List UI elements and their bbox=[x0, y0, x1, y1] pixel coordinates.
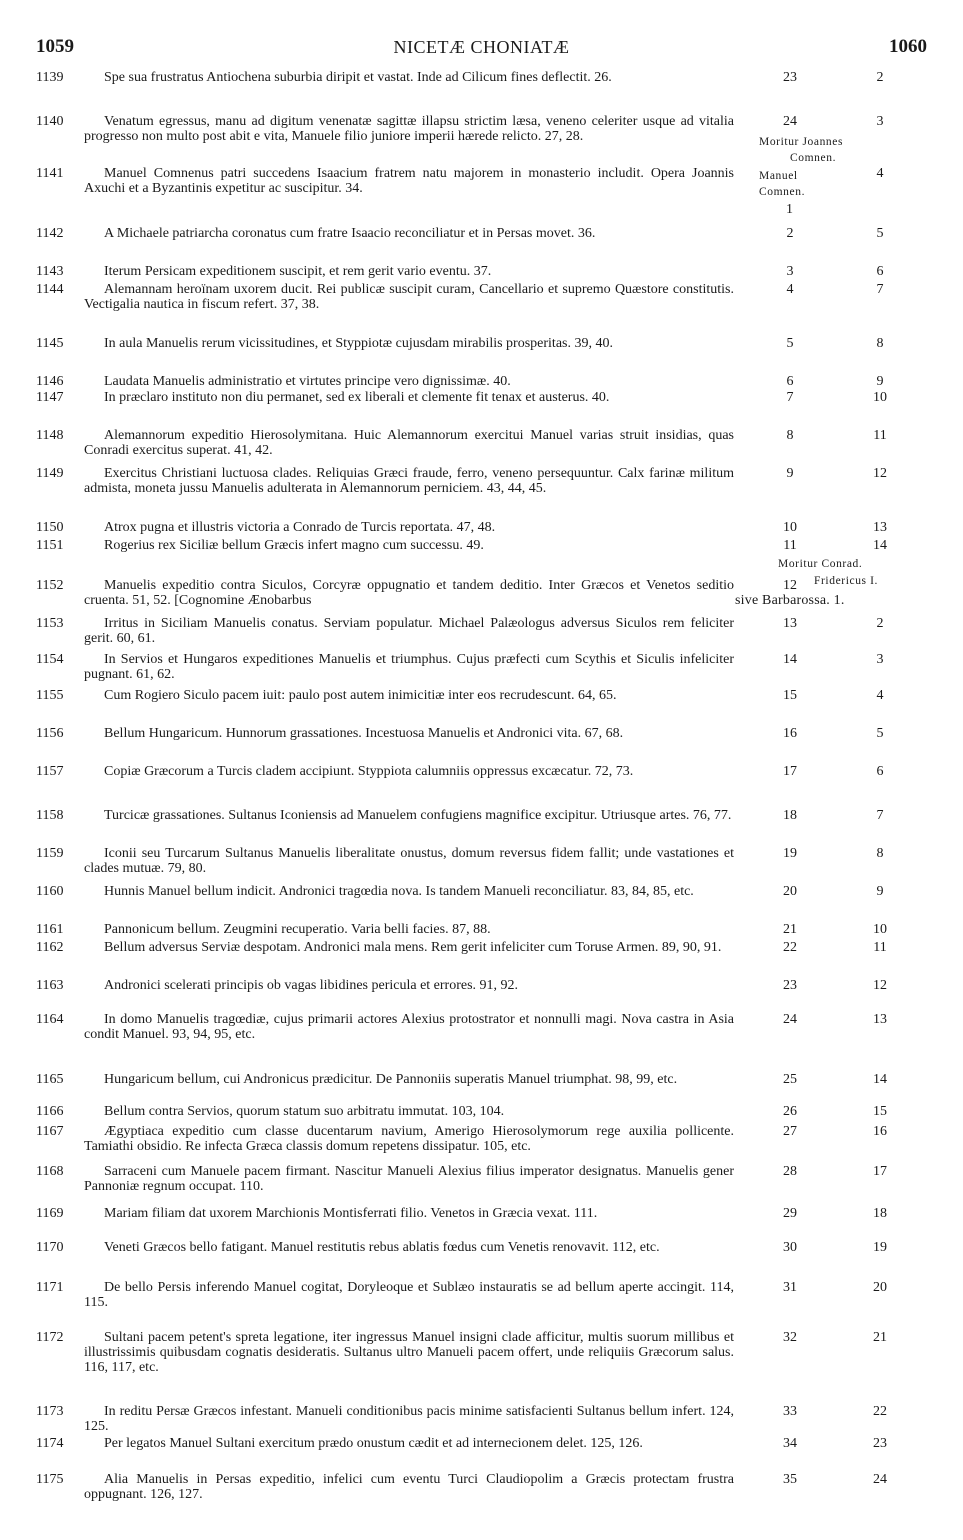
entry-text: Hungaricum bellum, cui Andronicus prædicitur. De Pannoniis superatis Manuel triumphat. 98, 99, etc. bbox=[104, 1072, 678, 1087]
reign-year: 21 bbox=[783, 922, 797, 937]
reign-year: 24 bbox=[783, 1012, 797, 1027]
other-reign-year: 17 bbox=[873, 1164, 887, 1179]
other-reign-year: 23 bbox=[873, 1436, 887, 1451]
entry-year: 1171 bbox=[36, 1280, 64, 1295]
other-reign-year: 6 bbox=[876, 264, 884, 279]
margin-note-fridericus: Fridericus I. bbox=[814, 575, 879, 587]
other-reign-year: 6 bbox=[876, 764, 884, 779]
other-reign-year: 7 bbox=[876, 282, 884, 297]
other-reign-year: 14 bbox=[873, 538, 887, 553]
entry-text: Alemannam heroïnam uxorem ducit. Rei publicæ suscipit curam, Cancellario et supremo Quæstore constitutis. Vectigalia nautica in fiscum refert. 37, 38. bbox=[84, 282, 734, 312]
entry-text: Rogerius rex Siciliæ bellum Græcis infert magno cum successu. 49. bbox=[104, 538, 484, 553]
entry-year: 1169 bbox=[36, 1206, 64, 1221]
chronology-entry bbox=[0, 1472, 963, 1532]
entry-year: 1156 bbox=[36, 726, 64, 741]
entry-text: Ægyptiaca expeditio cum classe ducentarum navium, Amerigo Hierosolymorum rege auxilia pollicente. Tamiathi obsidio. Re infecta Græca classis domum repetens dissipatur. 105, etc. bbox=[84, 1124, 734, 1154]
reign-year: 3 bbox=[786, 264, 794, 279]
entry-year: 1148 bbox=[36, 428, 64, 443]
other-reign-year: 2 bbox=[876, 616, 884, 631]
column-number-right: 1060 bbox=[889, 36, 927, 57]
column-number-left: 1059 bbox=[36, 36, 74, 57]
entry-text: Hunnis Manuel bellum indicit. Andronici tragœdia nova. Is tandem Manueli reconciliatur. 83, 84, 85, etc. bbox=[104, 884, 694, 899]
other-reign-year: 14 bbox=[873, 1072, 887, 1087]
other-reign-year: 9 bbox=[876, 884, 884, 899]
reign-year: 14 bbox=[783, 652, 797, 667]
entry-text: De bello Persis inferendo Manuel cogitat, Doryleoque et Sublæo instauratis se ad bellum aperte accingit. 114, 115. bbox=[84, 1280, 734, 1310]
entry-text: In domo Manuelis tragœdiæ, cujus primarii actores Alexius protostrator et nonnulli magi. Nova castra in Asia condit Manuel. 93, 94, 95, etc. bbox=[84, 1012, 734, 1042]
entry-year: 1158 bbox=[36, 808, 64, 823]
other-reign-year: 12 bbox=[873, 466, 887, 481]
entry-text: Andronici scelerati principis ob vagas libidines pericula et errores. 91, 92. bbox=[104, 978, 519, 993]
other-reign-year: 13 bbox=[873, 520, 887, 535]
reign-year: 6 bbox=[786, 374, 794, 389]
entry-text: Pannonicum bellum. Zeugmini recuperatio. Varia belli facies. 87, 88. bbox=[104, 922, 491, 937]
page-header bbox=[0, 36, 963, 60]
other-reign-year: 3 bbox=[876, 114, 884, 129]
other-reign-year: 8 bbox=[876, 336, 884, 351]
entry-year: 1149 bbox=[36, 466, 64, 481]
running-title: NICETÆ CHONIATÆ bbox=[393, 37, 570, 57]
entry-text: Bellum Hungaricum. Hunnorum grassationes. Incestuosa Manuelis et Andronici vita. 67, 68. bbox=[104, 726, 624, 741]
margin-note-moritur-joannes: Moritur Joannes bbox=[759, 136, 844, 148]
entry-text: Spe sua frustratus Antiochena suburbia diripit et vastat. Inde ad Cilicum fines deflectit. 26. bbox=[104, 70, 612, 85]
entry-year: 1152 bbox=[36, 578, 64, 593]
chronology-entry bbox=[0, 1330, 963, 1390]
reign-year: 4 bbox=[786, 282, 794, 297]
entry-text: In reditu Persæ Græcos infestant. Manueli conditionibus pacis minime satisfacienti Sultanus bellum infert. 124, 125. bbox=[84, 1404, 734, 1434]
entry-text: Venatum egressus, manu ad digitum venenatæ sagittæ illapsu strictim læsa, veneno celeriter usque ad vitalia progresso non multo post abit e vita, Manuele filio juniore imperii hærede relicto. 27, 28. bbox=[84, 114, 734, 144]
other-reign-year: 3 bbox=[876, 652, 884, 667]
entry-year: 1150 bbox=[36, 520, 64, 535]
reign-year: 33 bbox=[783, 1404, 797, 1419]
other-reign-year: 11 bbox=[873, 428, 887, 443]
entry-year: 1163 bbox=[36, 978, 64, 993]
entry-year: 1142 bbox=[36, 226, 64, 241]
other-reign-year: 18 bbox=[873, 1206, 887, 1221]
reign-year: 13 bbox=[783, 616, 797, 631]
other-reign-year: 11 bbox=[873, 940, 887, 955]
entry-year: 1143 bbox=[36, 264, 64, 279]
reign-year: 27 bbox=[783, 1124, 797, 1139]
entry-year: 1170 bbox=[36, 1240, 64, 1255]
other-reign-year: 10 bbox=[873, 390, 887, 405]
entry-text: In aula Manuelis rerum vicissitudines, et Styppiotæ cujusdam mirabilis prosperitas. 39, 40. bbox=[104, 336, 613, 351]
entry-text: Cum Rogiero Siculo pacem iuit: paulo post autem inimicitiæ inter eos recrudescunt. 64, 65. bbox=[104, 688, 617, 703]
entry-year: 1172 bbox=[36, 1330, 64, 1345]
reign-year: 32 bbox=[783, 1330, 797, 1345]
entry-year: 1146 bbox=[36, 374, 64, 389]
other-reign-year: 13 bbox=[873, 1012, 887, 1027]
entry-year: 1173 bbox=[36, 1404, 64, 1419]
reign-year: 10 bbox=[783, 520, 797, 535]
reign-year: 15 bbox=[783, 688, 797, 703]
other-reign-year: 12 bbox=[873, 978, 887, 993]
other-reign-year: 24 bbox=[873, 1472, 887, 1487]
reign-year: 16 bbox=[783, 726, 797, 741]
chronology-entry bbox=[0, 1012, 963, 1072]
margin-note-comnen: Comnen. bbox=[790, 152, 837, 164]
margin-note-moritur-conrad: Moritur Conrad. bbox=[778, 558, 863, 570]
reign-year: 2 bbox=[786, 226, 794, 241]
entry-year: 1144 bbox=[36, 282, 64, 297]
reign-year: 34 bbox=[783, 1436, 797, 1451]
reign-year: 8 bbox=[786, 428, 794, 443]
reign-year: 12 bbox=[783, 578, 797, 593]
entry-year: 1166 bbox=[36, 1104, 64, 1119]
other-reign-year: 20 bbox=[873, 1280, 887, 1295]
reign-year: 5 bbox=[786, 336, 794, 351]
margin-note-barbarossa: sive Barbarossa. 1. bbox=[735, 593, 845, 608]
other-reign-year: 10 bbox=[873, 922, 887, 937]
entry-text: Atrox pugna et illustris victoria a Conrado de Turcis reportata. 47, 48. bbox=[104, 520, 496, 535]
entry-text: Sultani pacem petent's spreta legatione, iter ingressus Manuel insigni clade afficitur, multis suorum millibus et illustrissimis quibusdam cognatis desideratis. Sultanus ultro Manueli pacem offert, unde reliquiis Græcorum salus. 116, 117, etc. bbox=[84, 1330, 734, 1375]
entry-year: 1140 bbox=[36, 114, 64, 129]
other-reign-year: 21 bbox=[873, 1330, 887, 1345]
reign-year: 23 bbox=[783, 70, 797, 85]
entry-text: Iterum Persicam expeditionem suscipit, et rem gerit vario eventu. 37. bbox=[104, 264, 492, 279]
reign-year: 26 bbox=[783, 1104, 797, 1119]
other-reign-year: 7 bbox=[876, 808, 884, 823]
reign-year: 18 bbox=[783, 808, 797, 823]
entry-text: A Michaele patriarcha coronatus cum fratre Isaacio reconciliatur et in Persas movet. 36. bbox=[104, 226, 596, 241]
entry-year: 1168 bbox=[36, 1164, 64, 1179]
entry-year: 1159 bbox=[36, 846, 64, 861]
entry-year: 1145 bbox=[36, 336, 64, 351]
entry-text: Manuelis expeditio contra Siculos, Corcyræ oppugnatio et tandem deditio. Inter Græcos et Venetos seditio cruenta. 51, 52. [Cognomine Ænobarbus bbox=[84, 578, 734, 608]
entry-year: 1155 bbox=[36, 688, 64, 703]
reign-year: 29 bbox=[783, 1206, 797, 1221]
entry-year: 1157 bbox=[36, 764, 64, 779]
entry-text: Manuel Comnenus patri succedens Isaacium fratrem natu majorem in monasterio includit. Opera Joannis Axuchi et a Byzantinis expetitur ac suscipitur. 34. bbox=[84, 166, 734, 196]
entry-text: Bellum adversus Serviæ despotam. Andronici mala mens. Rem gerit infeliciter cum Toruse Armen. 89, 90, 91. bbox=[104, 940, 722, 955]
chronology-entry bbox=[0, 466, 963, 526]
reign-year: 25 bbox=[783, 1072, 797, 1087]
other-reign-year: 5 bbox=[876, 226, 884, 241]
reign-year: 31 bbox=[783, 1280, 797, 1295]
entry-year: 1153 bbox=[36, 616, 64, 631]
entry-year: 1161 bbox=[36, 922, 64, 937]
entry-text: Alemannorum expeditio Hierosolymitana. Huic Alemannorum exercitui Manuel varias struit insidias, quas Conradi exercitus superat. 41, 42. bbox=[84, 428, 734, 458]
margin-note-manuel: Manuel bbox=[759, 170, 798, 182]
entry-text: Mariam filiam dat uxorem Marchionis Montisferrati filio. Venetos in Græcia vexat. 111. bbox=[104, 1206, 598, 1221]
reign-year: 7 bbox=[786, 390, 794, 405]
entry-year: 1174 bbox=[36, 1436, 64, 1451]
entry-text: In Servios et Hungaros expeditiones Manuelis et triumphus. Cujus præfecti cum Scythis et Siculis infeliciter pugnant. 61, 62. bbox=[84, 652, 734, 682]
reign-year: 24 bbox=[783, 114, 797, 129]
entry-text: Irritus in Siciliam Manuelis conatus. Serviam populatur. Michael Palæologus adversus Siculos rem feliciter gerit. 60, 61. bbox=[84, 616, 734, 646]
other-reign-year: 16 bbox=[873, 1124, 887, 1139]
entry-text: Laudata Manuelis administratio et virtutes principe vero dignissimæ. 40. bbox=[104, 374, 511, 389]
entry-text: Alia Manuelis in Persas expeditio, infelici cum eventu Turci Claudiopolim a Græcis protectam frustra oppugnant. 126, 127. bbox=[84, 1472, 734, 1502]
entry-text: Veneti Græcos bello fatigant. Manuel restitutis rebus ablatis fœdus cum Venetis renovavit. 112, etc. bbox=[104, 1240, 660, 1255]
other-reign-year: 5 bbox=[876, 726, 884, 741]
other-reign-year: 8 bbox=[876, 846, 884, 861]
other-reign-year: 2 bbox=[876, 70, 884, 85]
reign-year: 9 bbox=[786, 466, 794, 481]
reign-year: 17 bbox=[783, 764, 797, 779]
reign-year: 20 bbox=[783, 884, 797, 899]
reign-year: 19 bbox=[783, 846, 797, 861]
entry-year: 1160 bbox=[36, 884, 64, 899]
other-reign-year: 15 bbox=[873, 1104, 887, 1119]
entry-year: 1147 bbox=[36, 390, 64, 405]
entry-year: 1139 bbox=[36, 70, 64, 85]
entry-year: 1167 bbox=[36, 1124, 64, 1139]
entry-year: 1162 bbox=[36, 940, 64, 955]
entry-year: 1175 bbox=[36, 1472, 64, 1487]
reign-year: 28 bbox=[783, 1164, 797, 1179]
reign-year: 23 bbox=[783, 978, 797, 993]
entry-year: 1151 bbox=[36, 538, 64, 553]
reign-year: 30 bbox=[783, 1240, 797, 1255]
other-reign-year: 19 bbox=[873, 1240, 887, 1255]
entry-text: Iconii seu Turcarum Sultanus Manuelis liberalitate onustus, domum reversus fidem fallit; unde vastationes et clades mutuæ. 79, 80. bbox=[84, 846, 734, 876]
entry-year: 1141 bbox=[36, 166, 64, 181]
other-reign-year: 9 bbox=[876, 374, 884, 389]
entry-text: Bellum contra Servios, quorum statum suo arbitratu immutat. 103, 104. bbox=[104, 1104, 505, 1119]
entry-year: 1154 bbox=[36, 652, 64, 667]
chronology-entry bbox=[0, 282, 963, 342]
entry-text: In præclaro instituto non diu permanet, sed ex liberali et clemente fit tenax et austerus. 40. bbox=[104, 390, 610, 405]
entry-text: Copiæ Græcorum a Turcis cladem accipiunt. Styppiota calumniis oppressus excæcatur. 72, 73. bbox=[104, 764, 634, 779]
margin-note-manuel-year: 1 bbox=[786, 202, 794, 217]
margin-note-comnen: Comnen. bbox=[759, 186, 806, 198]
reign-year: 11 bbox=[783, 538, 797, 553]
entry-year: 1164 bbox=[36, 1012, 64, 1027]
other-reign-year: 4 bbox=[876, 166, 884, 181]
other-reign-year: 22 bbox=[873, 1404, 887, 1419]
entry-text: Sarraceni cum Manuele pacem firmant. Nascitur Manueli Alexius filius imperator designatus. Manuelis gener Pannoniæ regnum occupat. 110. bbox=[84, 1164, 734, 1194]
entry-text: Per legatos Manuel Sultani exercitum prædo onustum cædit et ad internecionem delet. 125, 126. bbox=[104, 1436, 643, 1451]
reign-year: 35 bbox=[783, 1472, 797, 1487]
chronology-entry bbox=[0, 166, 963, 226]
entry-text: Turcicæ grassationes. Sultanus Iconiensis ad Manuelem confugiens magnifice excipitur. Utriusque artes. 76, 77. bbox=[104, 808, 732, 823]
entry-year: 1165 bbox=[36, 1072, 64, 1087]
entry-text: Exercitus Christiani luctuosa clades. Reliquias Græci fraude, ferro, veneno persequuntur. Calx farinæ militum admista, moneta jussu Manuelis adulterata in Alemannorum perniciem. 43, 44, 45. bbox=[84, 466, 734, 496]
reign-year: 22 bbox=[783, 940, 797, 955]
other-reign-year: 4 bbox=[876, 688, 884, 703]
